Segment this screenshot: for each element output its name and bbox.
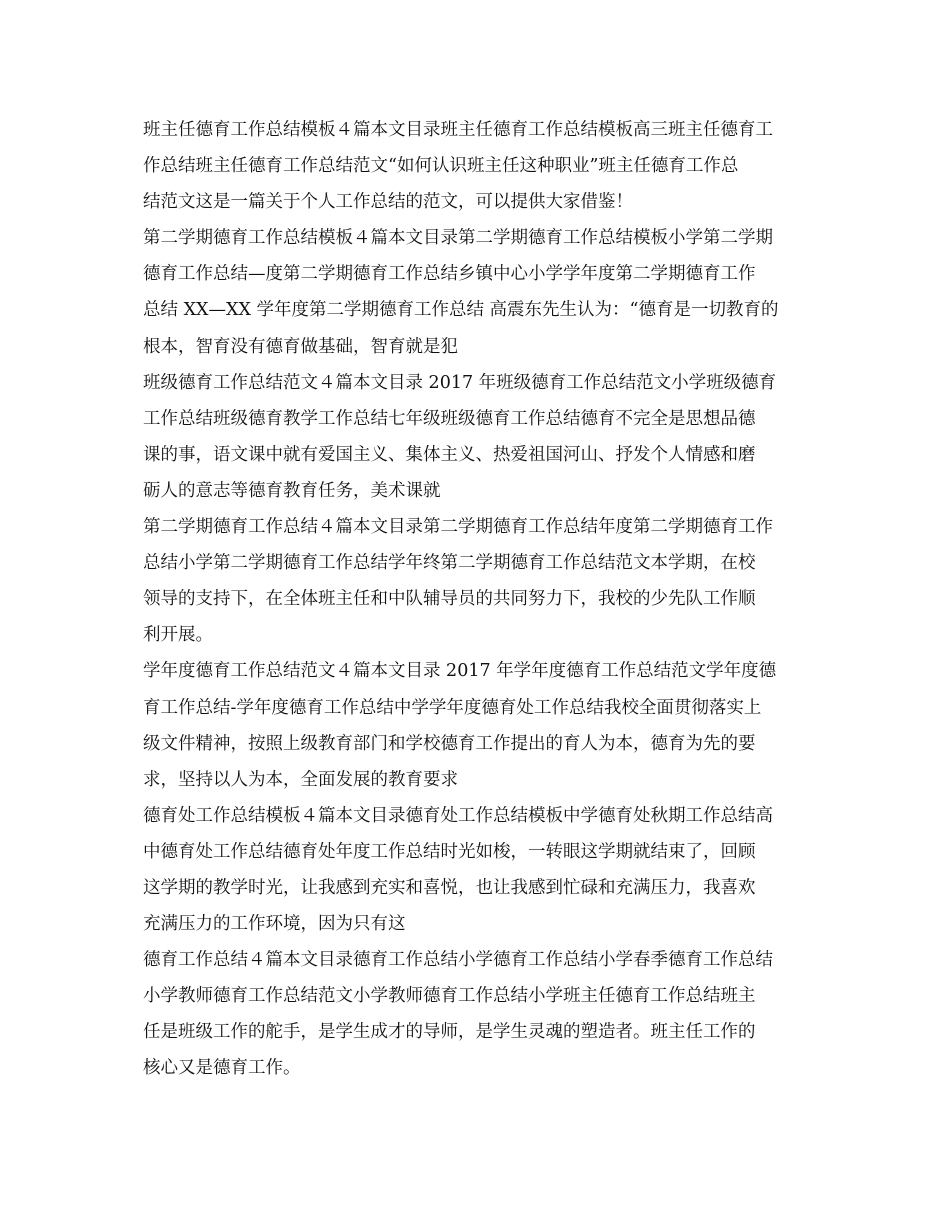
text-line: 中德育处工作总结德育处年度工作总结时光如梭，一转眼这学期就结束了，回顾 (143, 841, 756, 862)
text-line: 核心又是德育工作。 (143, 1058, 301, 1079)
text-line: 工作总结班级德育教学工作总结七年级班级德育工作总结德育不完全是思想品德 (143, 408, 756, 429)
text-line: 班主任德育工作总结模板４篇本文目录班主任德育工作总结模板高三班主任德育工 (143, 120, 773, 140)
paragraph (143, 365, 813, 509)
text-line: 领导的支持下，在全体班主任和中队辅导员的共同努力下，我校的少先队工作顺 (143, 589, 756, 610)
text-line: 级文件精神，按照上级教育部门和学校德育工作提出的育人为本，德育为先的要 (143, 733, 756, 754)
text-line: 利开展。 (143, 625, 213, 646)
text-line: 任是班级工作的舵手，是学生成才的导师，是学生灵魂的塑造者。班主任工作的 (143, 1022, 756, 1043)
text-line: 砺人的意志等德育教育任务，美术课就 (143, 480, 441, 501)
text-line: 结范文这是一篇关于个人工作总结的范文，可以提供大家借鉴！ (143, 192, 633, 213)
paragraph (143, 112, 813, 220)
text-line: 总结小学第二学期德育工作总结学年终第二学期德育工作总结范文本学期，在校 (143, 553, 756, 574)
text-line: 小学教师德育工作总结范文小学教师德育工作总结小学班主任德育工作总结班主 (143, 986, 756, 1007)
text-line: 德育工作总结４篇本文目录德育工作总结小学德育工作总结小学春季德育工作总结 (143, 950, 773, 971)
text-line: 德育工作总结—度第二学期德育工作总结乡镇中心小学学年度第二学期德育工作 (143, 264, 756, 285)
text-line: 总结 XX—XX 学年度第二学期德育工作总结 高震东先生认为：“德育是一切教育的 (143, 300, 779, 321)
text-line: 第二学期德育工作总结模板４篇本文目录第二学期德育工作总结模板小学第二学期 (143, 228, 773, 249)
paragraph (143, 653, 813, 797)
text-line: 求，坚持以人为本，全面发展的教育要求 (143, 769, 458, 790)
text-line: 育工作总结-学年度德育工作总结中学学年度德育处工作总结我校全面贯彻落实上 (143, 697, 762, 718)
paragraph (143, 220, 813, 364)
text-line: 班级德育工作总结范文４篇本文目录 2017 年班级德育工作总结范文小学班级德育 (143, 372, 777, 393)
text-line: 德育处工作总结模板４篇本文目录德育处工作总结模板中学德育处秋期工作总结高 (143, 805, 773, 826)
text-line: 作总结班主任德育工作总结范文“如何认识班主任这种职业”班主任德育工作总 (143, 156, 739, 177)
text-line: 学年度德育工作总结范文４篇本文目录 2017 年学年度德育工作总结范文学年度德 (143, 661, 777, 682)
text-line: 根本，智育没有德育做基础，智育就是犯 (143, 336, 458, 357)
text-line: 这学期的教学时光，让我感到充实和喜悦，也让我感到忙碌和充满压力，我喜欢 (143, 877, 756, 898)
text-line: 充满压力的工作环境，因为只有这 (143, 914, 406, 935)
paragraph (143, 798, 813, 942)
text-line: 课的事，语文课中就有爱国主义、集体主义、热爱祖国河山、抒发个人情感和磨 (143, 444, 756, 465)
paragraph (143, 942, 813, 1086)
text-line: 第二学期德育工作总结４篇本文目录第二学期德育工作总结年度第二学期德育工作 (143, 517, 773, 538)
document-body (143, 112, 813, 1087)
paragraph (143, 509, 813, 653)
